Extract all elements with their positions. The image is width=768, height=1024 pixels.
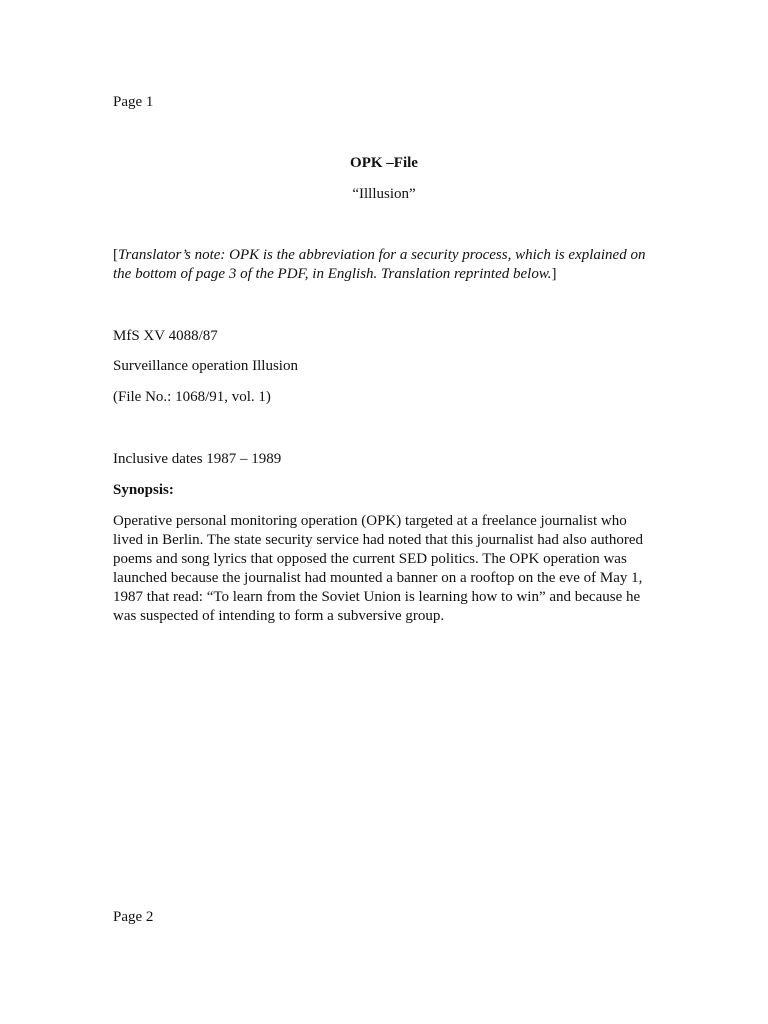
synopsis-line: was suspected of intending to form a subversive group. <box>113 608 445 624</box>
page-number-label: Page 1 <box>113 94 154 110</box>
synopsis-line: poems and song lyrics that opposed the current SED politics. The OPK operation was <box>113 551 627 567</box>
synopsis-line: launched because the journalist had mounted a banner on a rooftop on the eve of May 1, <box>113 570 643 586</box>
operation-name: Surveillance operation Illusion <box>113 358 298 374</box>
synopsis-body <box>113 512 658 626</box>
synopsis-line: lived in Berlin. The state security service had noted that this journalist had also authored <box>113 532 644 548</box>
note-close-bracket: ] <box>551 266 557 282</box>
document-title: OPK –File <box>350 155 418 171</box>
translator-note-line-2 <box>113 265 673 284</box>
synopsis-line: 1987 that read: “To learn from the Soviet Union is learning how to win” and because he <box>113 589 641 605</box>
inclusive-dates: Inclusive dates 1987 – 1989 <box>113 451 282 467</box>
page-number-label: Page 2 <box>113 909 154 925</box>
synopsis-line: Operative personal monitoring operation (OPK) targeted at a freelance journalist who <box>113 513 627 529</box>
document-subtitle: “Illlusion” <box>352 186 416 202</box>
translator-note <box>113 246 673 284</box>
note-text-line-2: the bottom of page 3 of the PDF, in English. Translation reprinted below. <box>113 266 552 282</box>
translator-note-line-1 <box>113 246 673 265</box>
synopsis-heading: Synopsis: <box>113 482 174 498</box>
note-text-line-1: Translator’s note: OPK is the abbreviation for a security process, which is explained on <box>118 247 646 263</box>
file-number: (File No.: 1068/91, vol. 1) <box>113 389 271 405</box>
note-open-bracket: [ <box>113 247 118 263</box>
record-reference: MfS XV 4088/87 <box>113 328 218 344</box>
